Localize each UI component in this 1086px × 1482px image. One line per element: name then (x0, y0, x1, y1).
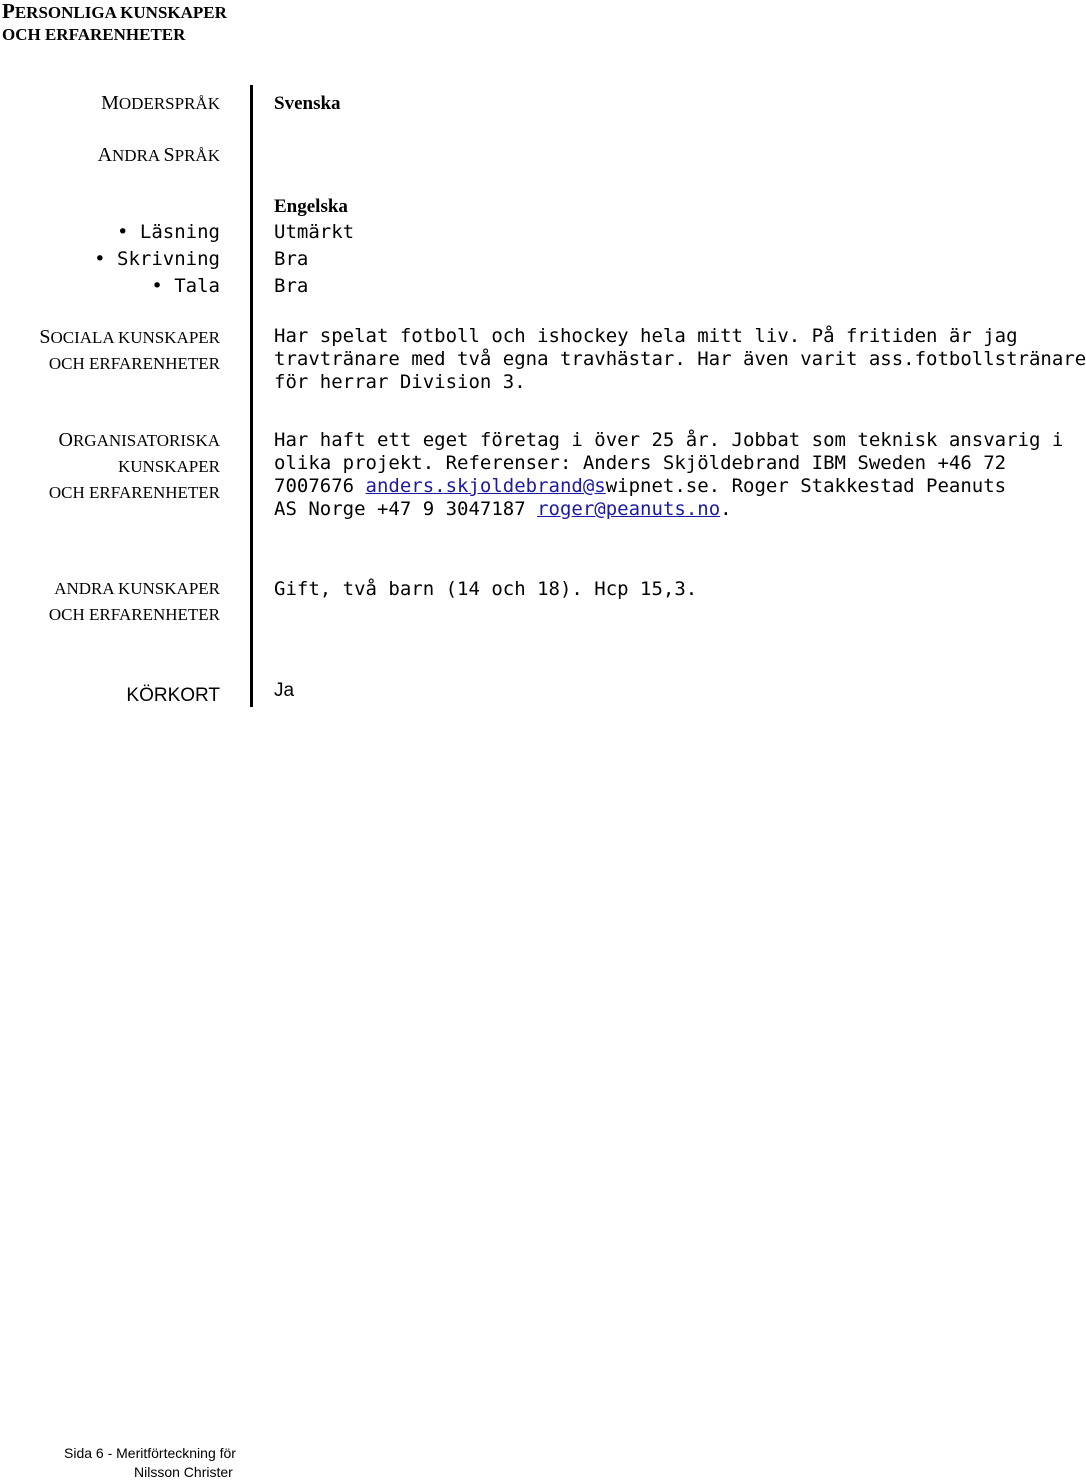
andra-kunskaper-label: ANDRA KUNSKAPER OCH ERFARENHETER (48, 579, 220, 624)
andra-kunskaper-text: Gift, två barn (14 och 18). Hcp 15,3. (274, 578, 698, 600)
organisatoriska-label: ORGANISATORISKA KUNSKAPER OCH ERFARENHETER (48, 429, 220, 502)
page-footer: Sida 6 - Meritförteckning för Nilsson Christer (64, 1445, 236, 1480)
modersprak-label: MODERSPRÅK (101, 92, 220, 114)
organisatoriska-text: Har haft ett eget företag i över 25 år. Jobbat som teknisk ansvarig i olika projekt. Referenser: Anders Skjöldebrand IBM Sweden +46 72 7007676 anders.skjoldebrand@swipnet.se. Roger Stakkestad Peanuts AS Norge +47 9 3047187 roger@peanuts.no. (274, 429, 1064, 520)
bullet-icon: • (117, 221, 129, 243)
page-heading (2, 0, 227, 46)
bullet-icon: • (151, 275, 163, 297)
skill-level-reading: Utmärkt (274, 221, 355, 243)
modersprak-value: Svenska (274, 93, 341, 114)
skill-name: Läsning (139, 221, 220, 243)
vertical-divider (250, 85, 253, 707)
page-heading-line1: PERSONLIGA KUNSKAPER (2, 0, 227, 23)
language-name: Engelska (274, 196, 348, 217)
sociala-label: SOCIALA KUNSKAPER OCH ERFARENHETER (39, 326, 220, 373)
bullet-icon: • (94, 248, 106, 270)
skill-name: Skrivning (117, 248, 220, 270)
skill-level-writing: Bra (274, 248, 309, 270)
skill-level-speaking: Bra (274, 275, 309, 297)
korkort-value: Ja (274, 680, 295, 701)
korkort-label: KÖRKORT (126, 685, 220, 706)
skill-row-writing (94, 246, 220, 273)
skill-name: Tala (174, 275, 220, 297)
email-link-anders[interactable]: anders.skjoldebrand@s (365, 475, 606, 497)
sociala-text: Har spelat fotboll och ishockey hela mitt liv. På fritiden är jag travtränare med två egna travhästar. Har även varit ass.fotbollstränare för herrar Division 3. (274, 325, 1086, 393)
andra-sprak-label: ANDRA SPRÅK (97, 144, 220, 166)
skill-row-speaking (151, 273, 220, 300)
email-link-roger[interactable]: roger@peanuts.no (537, 498, 721, 520)
skill-row-reading (117, 219, 220, 246)
page-heading-line2: OCH ERFARENHETER (2, 25, 186, 44)
